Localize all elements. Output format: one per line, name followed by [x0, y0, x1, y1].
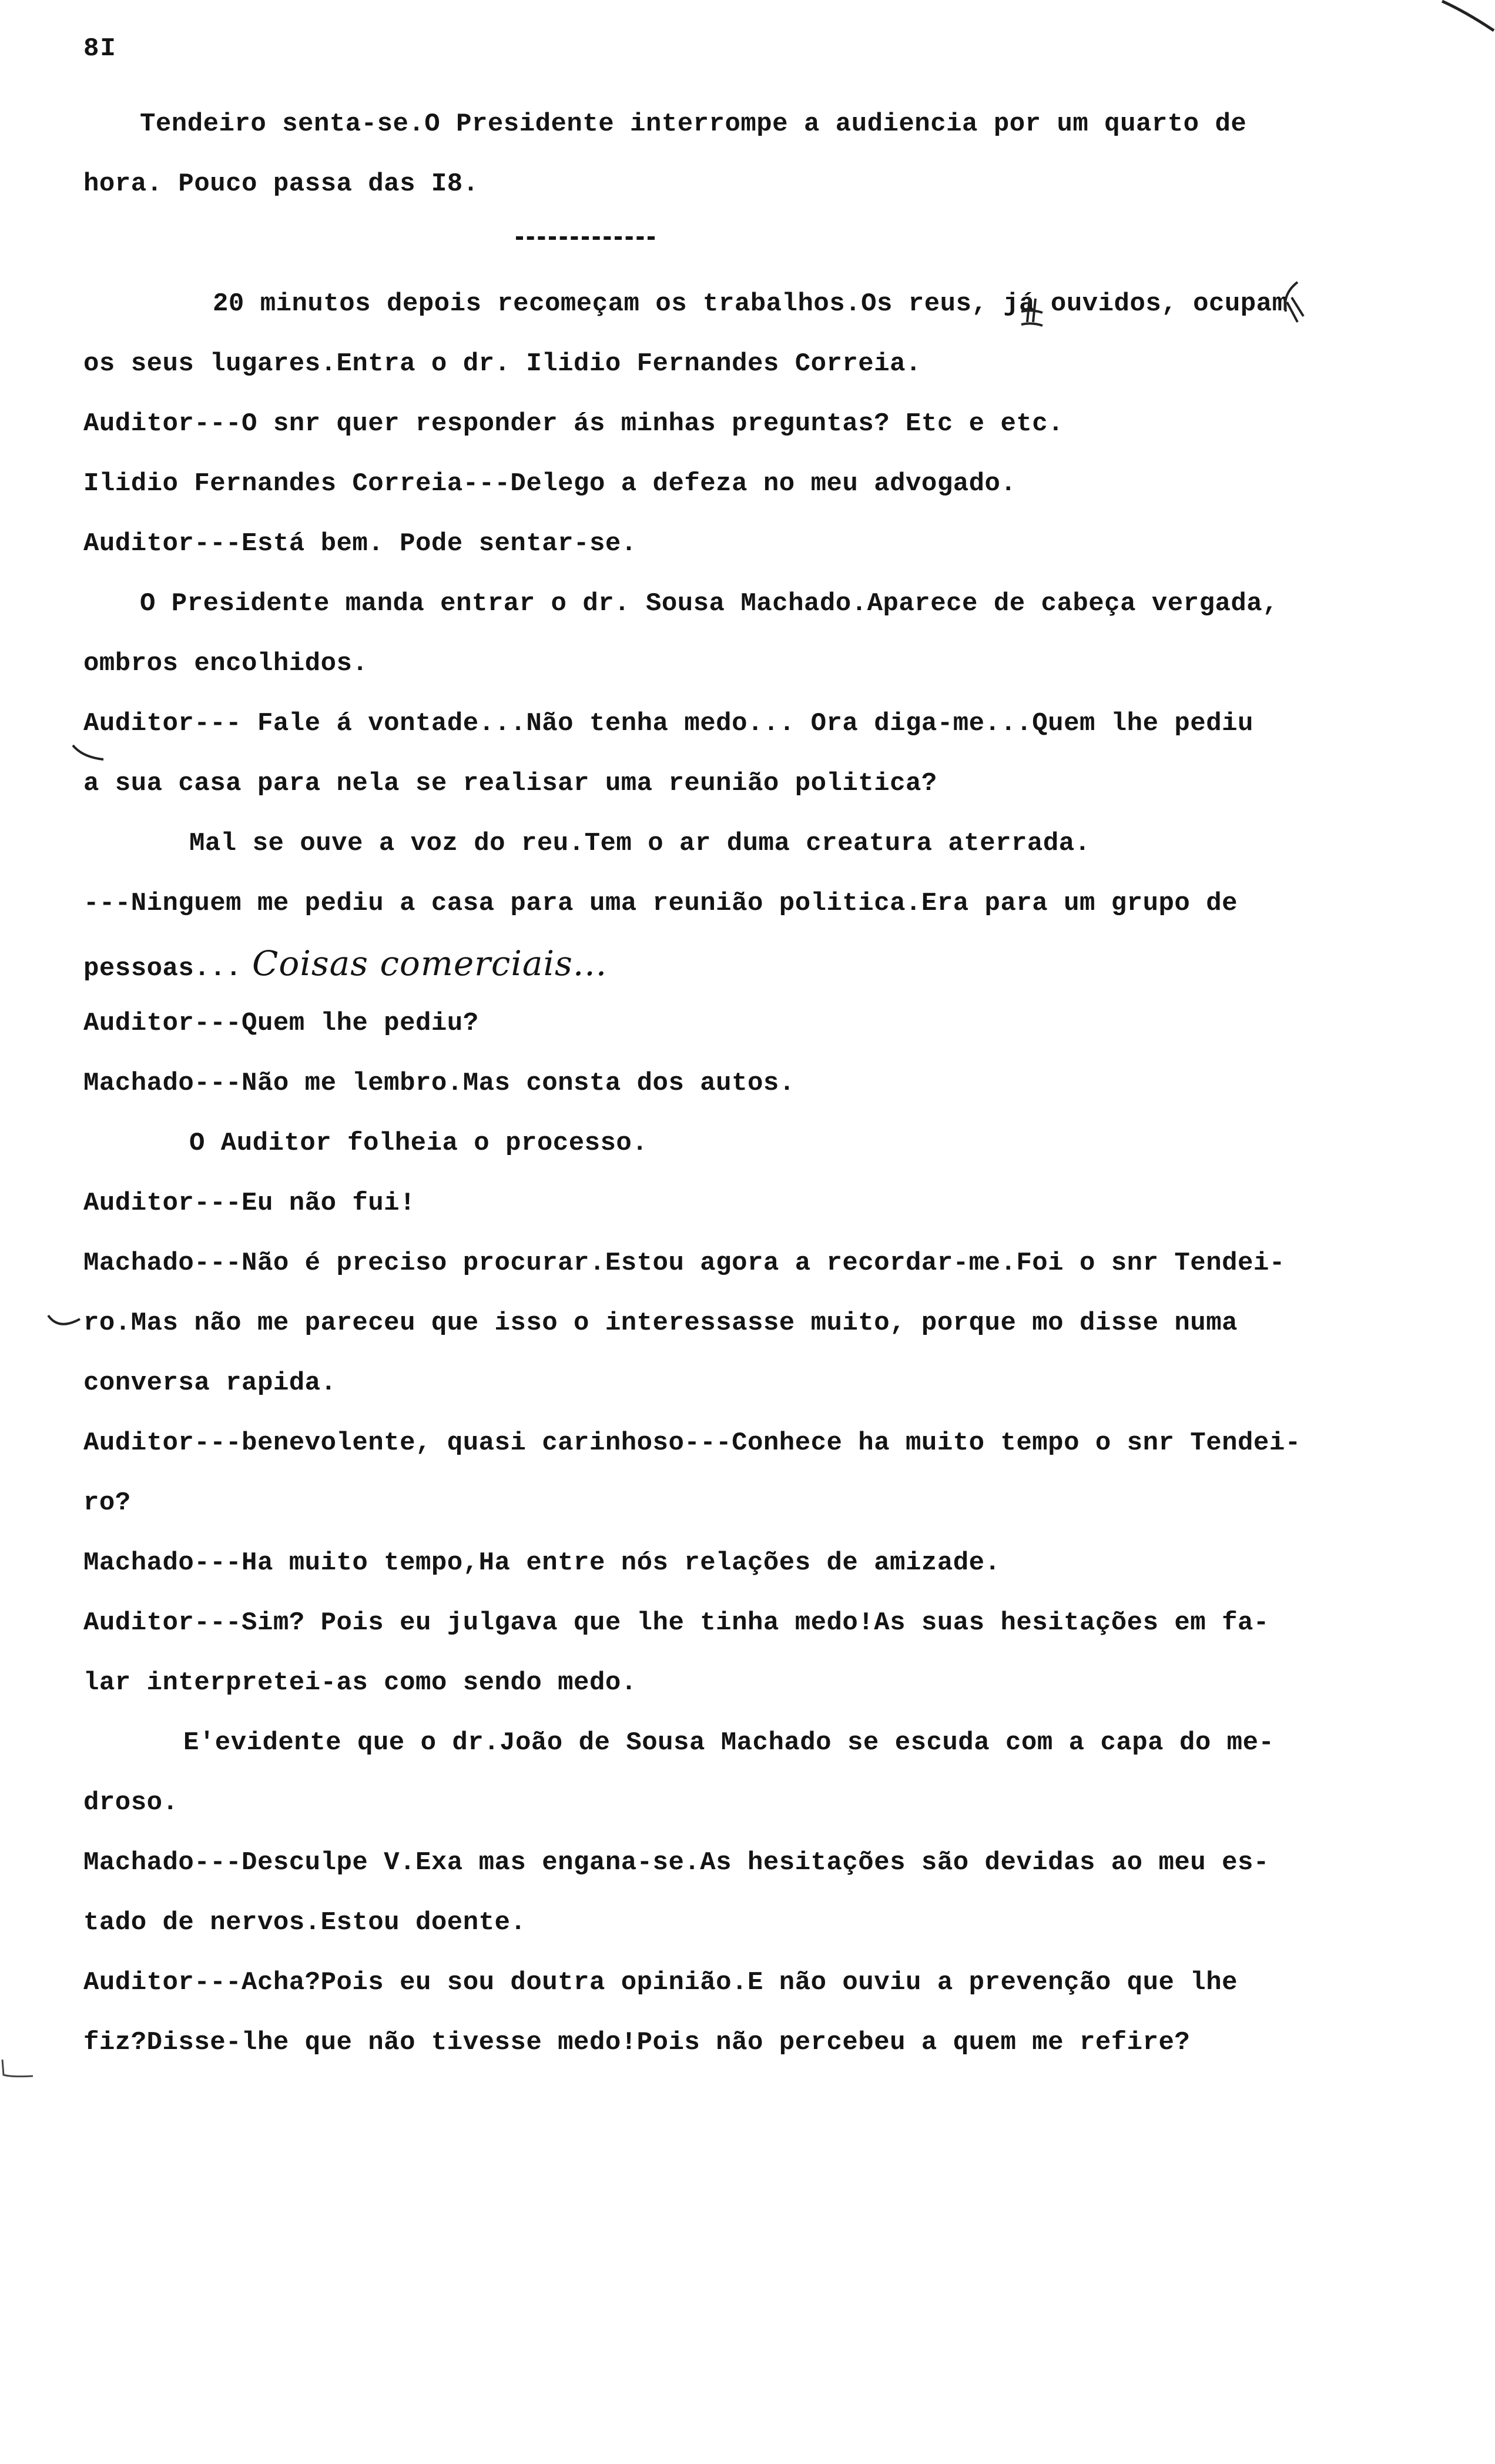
margin-line-join-mark — [46, 1310, 81, 1333]
text-line: Ilidio Fernandes Correia---Delego a defeza no meu advogado. — [83, 469, 1017, 498]
text-line: ro.Mas não me pareceu que isso o interessasse muito, porque mo disse numa — [83, 1308, 1238, 1338]
text-line: a sua casa para nela se realisar uma reunião politica? — [83, 769, 937, 798]
text-line: Machado---Não é preciso procurar.Estou agora a recordar-me.Foi o snr Tendei- — [83, 1248, 1285, 1278]
text-line: ro? — [83, 1488, 131, 1518]
handwritten-comma-mark — [1012, 294, 1047, 347]
text-line: Tendeiro senta-se.O Presidente interrompe a audiencia por um quarto de — [140, 109, 1247, 139]
margin-line-join-mark — [71, 742, 106, 765]
text-line: Machado---Desculpe V.Exa mas engana-se.As hesitações são devidas ao meu es- — [83, 1848, 1269, 1877]
text-line: ombros encolhidos. — [83, 649, 368, 678]
text-line: Mal se ouve a voz do reu.Tem o ar duma creatura aterrada. — [189, 829, 1091, 858]
text-line: Auditor--- Fale á vontade...Não tenha medo... Ora diga-me...Quem lhe pediu — [83, 709, 1253, 738]
text-line: Auditor---Quem lhe pediu? — [83, 1009, 479, 1038]
text-line: 20 minutos depois recomeçam os trabalhos.Os reus, já ouvidos, ocupam — [213, 289, 1288, 319]
text-line: Auditor---Acha?Pois eu sou doutra opinião.E não ouviu a prevenção que lhe — [83, 1968, 1238, 1997]
text-line: Auditor---Sim? Pois eu julgava que lhe tinha medo!As suas hesitações em fa- — [83, 1608, 1269, 1638]
text-line: Auditor---Está bem. Pode sentar-se. — [83, 529, 637, 558]
typed-text-body — [83, 94, 1429, 2073]
handwritten-note: Coisas comerciais... — [252, 943, 608, 983]
page-edge-mark — [0, 2057, 35, 2081]
text-line: Machado---Ha muito tempo,Ha entre nós relações de amizade. — [83, 1548, 1001, 1578]
text-line: E'evidente que o dr.João de Sousa Machado se escuda com a capa do me- — [183, 1728, 1275, 1757]
text-line: Auditor---Eu não fui! — [83, 1189, 415, 1218]
text-fragment: pessoas... — [83, 954, 242, 983]
text-line: fiz?Disse-lhe que não tivesse medo!Pois não percebeu a quem me refire? — [83, 2028, 1191, 2057]
text-line: droso. — [83, 1788, 179, 1817]
text-line: Machado---Não me lembro.Mas consta dos autos. — [83, 1069, 795, 1098]
handwritten-comma-mark — [1274, 276, 1309, 329]
text-line: Auditor---benevolente, quasi carinhoso---Conhece ha muito tempo o snr Tendei- — [83, 1428, 1301, 1458]
text-line: os seus lugares.Entra o dr. Ilidio Fernandes Correia. — [83, 349, 921, 379]
text-line: lar interpretei-as como sendo medo. — [83, 1668, 637, 1698]
text-line: Auditor---O snr quer responder ás minhas preguntas? Etc e etc. — [83, 409, 1064, 438]
page-number: 8I — [83, 34, 117, 63]
text-line: hora. Pouco passa das I8. — [83, 169, 479, 199]
text-line: conversa rapida. — [83, 1368, 337, 1398]
separator-gap — [83, 214, 1429, 274]
text-line: ---Ninguem me pediu a casa para uma reunião politica.Era para um grupo de — [83, 889, 1238, 918]
text-line: O Presidente manda entrar o dr. Sousa Machado.Aparece de cabeça vergada, — [140, 589, 1279, 618]
text-line: tado de nervos.Estou doente. — [83, 1908, 527, 1937]
text-line-with-note — [83, 933, 1429, 993]
corner-fold-mark — [1424, 0, 1495, 35]
text-line: O Auditor folheia o processo. — [189, 1129, 648, 1158]
